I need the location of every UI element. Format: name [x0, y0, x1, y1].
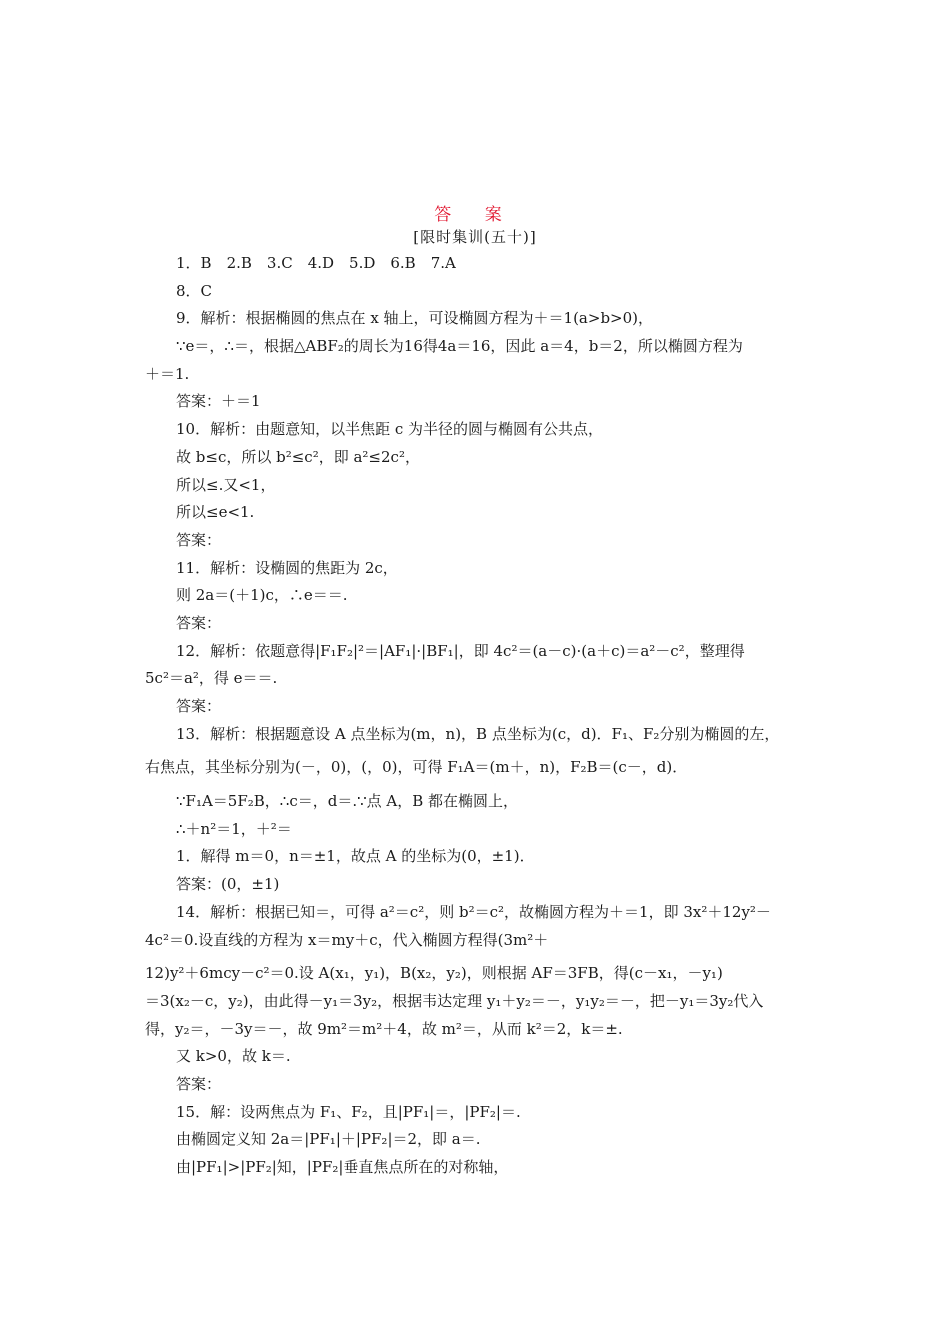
text-line: 则 2a＝(＋1)c，∴e＝＝.: [176, 586, 348, 605]
text-line: 又 k>0，故 k＝.: [176, 1047, 291, 1066]
text-line: 8．C: [176, 281, 213, 300]
text-line: ∵F₁A＝5F₂B，∴c＝，d＝.∵点 A，B 都在椭圆上，: [176, 792, 519, 811]
text-line: 得，y₂＝，－3y＝－，故 9m²＝m²＋4，故 m²＝，从而 k²＝2，k＝±.: [145, 1019, 623, 1038]
text-line: 11．解析：设椭圆的焦距为 2c，: [176, 558, 398, 577]
page-title: 答 案: [434, 205, 516, 225]
text-line: 所以≤.又<1，: [176, 475, 276, 494]
text-line: 答案：: [176, 613, 222, 632]
text-line: 由|PF₁|>|PF₂|知，|PF₂|垂直焦点所在的对称轴，: [176, 1158, 509, 1176]
text-line: 故 b≤c，所以 b²≤c²，即 a²≤2c²，: [176, 447, 420, 466]
page-subtitle: [限时集训(五十)]: [413, 228, 537, 246]
text-line: 答案：: [176, 697, 222, 715]
text-line: 答案：＋＝1: [176, 392, 261, 411]
text-line: 1．B 2.B 3.C 4.D 5.D 6.B 7.A: [176, 254, 456, 272]
answer-body: [145, 250, 811, 1182]
text-line: 14．解析：根据已知＝，可得 a²＝c²，则 b²＝c²，故椭圆方程为＋＝1，即 3x²＋12y²－: [176, 902, 771, 921]
text-line: 所以≤e<1.: [176, 503, 255, 522]
text-line: 答案：: [176, 530, 222, 549]
text-line: 答案：: [176, 1074, 222, 1093]
text-line: 答案：(0，±1): [176, 875, 280, 894]
text-line: 5c²＝a²，得 e＝＝.: [145, 669, 278, 688]
text-line: 12．解析：依题意得|F₁F₂|²＝|AF₁|·|BF₁|，即 4c²＝(a－c)·(a＋c)＝a²－c²，整理得: [176, 641, 745, 660]
text-line: 12)y²＋6mcy－c²＝0.设 A(x₁，y₁)，B(x₂，y₂)，则根据 AF＝3FB，得(c－x₁，－y₁): [145, 964, 723, 983]
text-line: 10．解析：由题意知，以半焦距 c 为半径的圆与椭圆有公共点，: [176, 420, 604, 439]
text-line: 由椭圆定义知 2a＝|PF₁|＋|PF₂|＝2，即 a＝.: [176, 1130, 481, 1149]
text-line: ∵e＝，∴＝，根据△ABF₂的周长为16得4a＝16，因此 a＝4，b＝2，所以椭圆方程为: [176, 337, 743, 356]
text-line: 15．解：设两焦点为 F₁、F₂，且|PF₁|＝，|PF₂|＝.: [176, 1102, 521, 1121]
text-line: 1．解得 m＝0，n＝±1，故点 A 的坐标为(0，±1)．: [176, 847, 535, 866]
text-line: 13．解析：根据题意设 A 点坐标为(m，n)，B 点坐标为(c，d)．F₁、F₂分别为椭圆的左，: [176, 724, 780, 743]
text-line: 右焦点，其坐标分别为(－，0)，(，0)，可得 F₁A＝(m＋，n)，F₂B＝(c－，d)．: [145, 758, 688, 777]
text-line: 4c²＝0.设直线的方程为 x＝my＋c，代入椭圆方程得(3m²＋: [145, 930, 549, 949]
text-line: ＋＝1.: [145, 364, 190, 383]
text-line: 9．解析：根据椭圆的焦点在 x 轴上，可设椭圆方程为＋＝1(a>b>0)，: [176, 309, 654, 328]
text-line: ＝3(x₂－c，y₂)，由此得－y₁＝3y₂，根据韦达定理 y₁＋y₂＝－，y₁y₂＝－，把－y₁＝3y₂代入: [145, 991, 764, 1010]
text-line: ∴＋n²＝1，＋²＝: [176, 819, 292, 838]
